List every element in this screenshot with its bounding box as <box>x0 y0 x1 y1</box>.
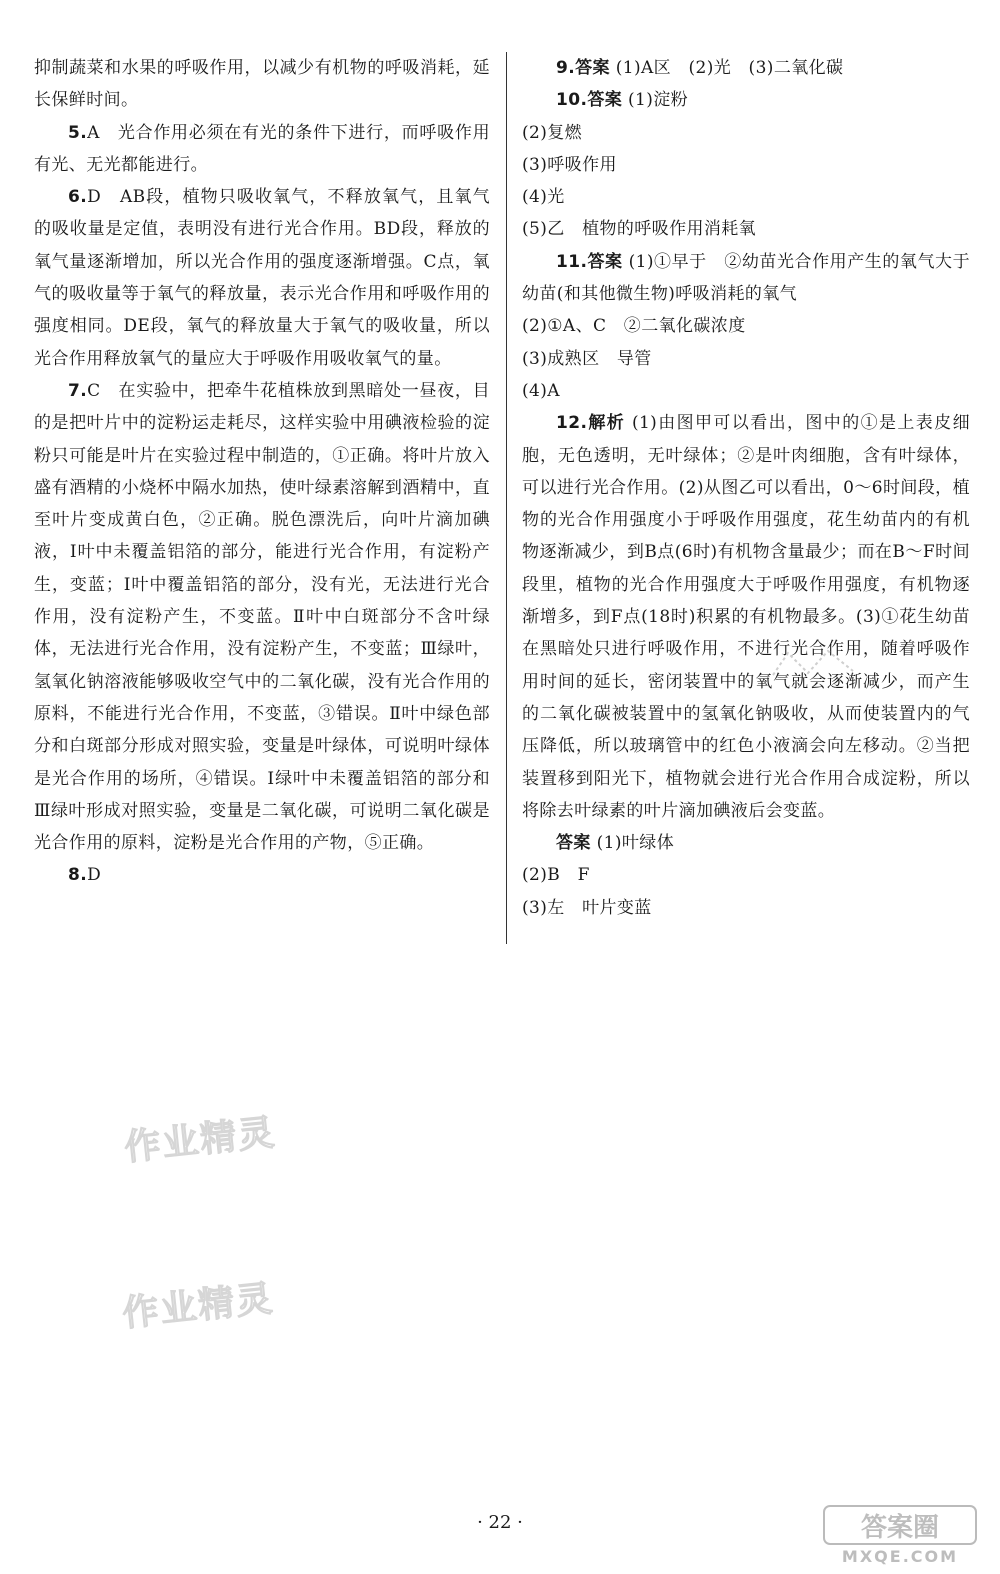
answer-12-header: 答案 (1)叶绿体 <box>556 833 675 854</box>
paragraph-continuation: 抑制蔬菜和水果的呼吸作用，以减少有机物的呼吸消耗，延长保鲜时间。 <box>34 58 490 111</box>
answer-12-line-2: (2)B F <box>522 865 590 886</box>
logo-url: MXQE.COM <box>841 1547 959 1566</box>
site-logo <box>820 1504 980 1566</box>
right-column <box>522 52 970 924</box>
answer-11-header: 11.答案 (1)①早于 ②幼苗光合作用产生的氧气大于幼苗(和其他微生物)呼吸消耗的氧气 <box>522 251 970 305</box>
answer-10-line-3: (3)呼吸作用 <box>522 154 617 175</box>
answer-9: 9.答案 (1)A区 (2)光 (3)二氧化碳 <box>556 58 844 78</box>
left-column <box>34 52 490 892</box>
answer-11-line-2: (2)①A、C ②二氧化碳浓度 <box>522 316 746 337</box>
logo-text: 答案圈 <box>860 1513 940 1543</box>
page-number: · 22 · <box>477 1512 523 1533</box>
answer-6: 6.D AB段，植物只吸收氧气，不释放氧气，且氧气的吸收量是定值，表明没有进行光合作用。BD段，释放的氧气量逐渐增加，所以光合作用的强度逐渐增强。C点，氧气的吸收量等于氧气的释放量，表示光合作用和呼吸作用的强度相同。DE段，氧气的释放量大于氧气的吸收量，所以光合作用释放氧气的量应大于呼吸作用吸收氧气的量。 <box>34 187 490 369</box>
analysis-12: 12.解析 (1)由图甲可以看出，图中的①是上表皮细胞，无色透明，无叶绿体；②是叶肉细胞，含有叶绿体，可以进行光合作用。(2)从图乙可以看出，0～6时间段，植物的光合作用强度小于呼吸作用强度，花生幼苗内的有机物逐渐减少，到B点(6时)有机物含量最少；而在B～F时间段里，植物的光合作用强度大于呼吸作用强度，有机物逐渐增多，到F点(18时)积累的有机物最多。(3)①花生幼苗在黑暗处只进行呼吸作用，不进行光合作用，随着呼吸作用时间的延长，密闭装置中的氧气就会逐渐减少，而产生的二氧化碳被装置中的氢氧化钠吸收，从而使装置内的气压降低，所以玻璃管中的红色小液滴会向左移动。②当把装置移到阳光下，植物就会进行光合作用合成淀粉，所以将除去叶绿素的叶片滴加碘液后会变蓝。 <box>522 413 970 821</box>
answer-10-line-2: (2)复燃 <box>522 122 583 143</box>
watermark-2: 作业精灵 <box>120 1278 277 1335</box>
column-divider <box>506 52 507 944</box>
faint-stamp-mark <box>768 645 858 685</box>
answer-7: 7.C 在实验中，把牵牛花植株放到黑暗处一昼夜，目的是把叶片中的淀粉运走耗尽，这样实验中用碘液检验的淀粉只可能是叶片在实验过程中制造的，①正确。将叶片放入盛有酒精的小烧杯中隔水加热，使叶绿素溶解到酒精中，直至叶片变成黄白色，②正确。脱色漂洗后，向叶片滴加碘液，Ⅰ叶中未覆盖铝箔的部分，能进行光合作用，有淀粉产生，变蓝；Ⅰ叶中覆盖铝箔的部分，没有光，无法进行光合作用，没有淀粉产生，不变蓝。Ⅱ叶中白斑部分不含叶绿体，无法进行光合作用，没有淀粉产生，不变蓝；Ⅲ绿叶，氢氧化钠溶液能够吸收空气中的二氧化碳，没有光合作用的原料，不能进行光合作用，不变蓝，③错误。Ⅱ叶中绿色部分和白斑部分形成对照实验，变量是叶绿体，可说明叶绿体是光合作用的场所，④错误。Ⅰ绿叶中未覆盖铝箔的部分和Ⅲ绿叶形成对照实验，变量是二氧化碳，可说明二氧化碳是光合作用的原料，淀粉是光合作用的产物，⑤正确。 <box>34 380 490 854</box>
answer-11-line-3: (3)成熟区 导管 <box>522 348 652 369</box>
answer-11-line-4: (4)A <box>522 380 560 401</box>
answer-10-line-4: (4)光 <box>522 187 565 208</box>
answer-12-line-3: (3)左 叶片变蓝 <box>522 897 652 918</box>
answer-10-line-5: (5)乙 植物的呼吸作用消耗氧 <box>522 219 757 240</box>
watermark-1: 作业精灵 <box>122 1112 279 1169</box>
answer-8: 8.D <box>68 865 102 886</box>
answer-10-header: 10.答案 (1)淀粉 <box>556 90 689 111</box>
answer-5: 5.A 光合作用必须在有光的条件下进行，而呼吸作用有光、无光都能进行。 <box>34 122 490 175</box>
